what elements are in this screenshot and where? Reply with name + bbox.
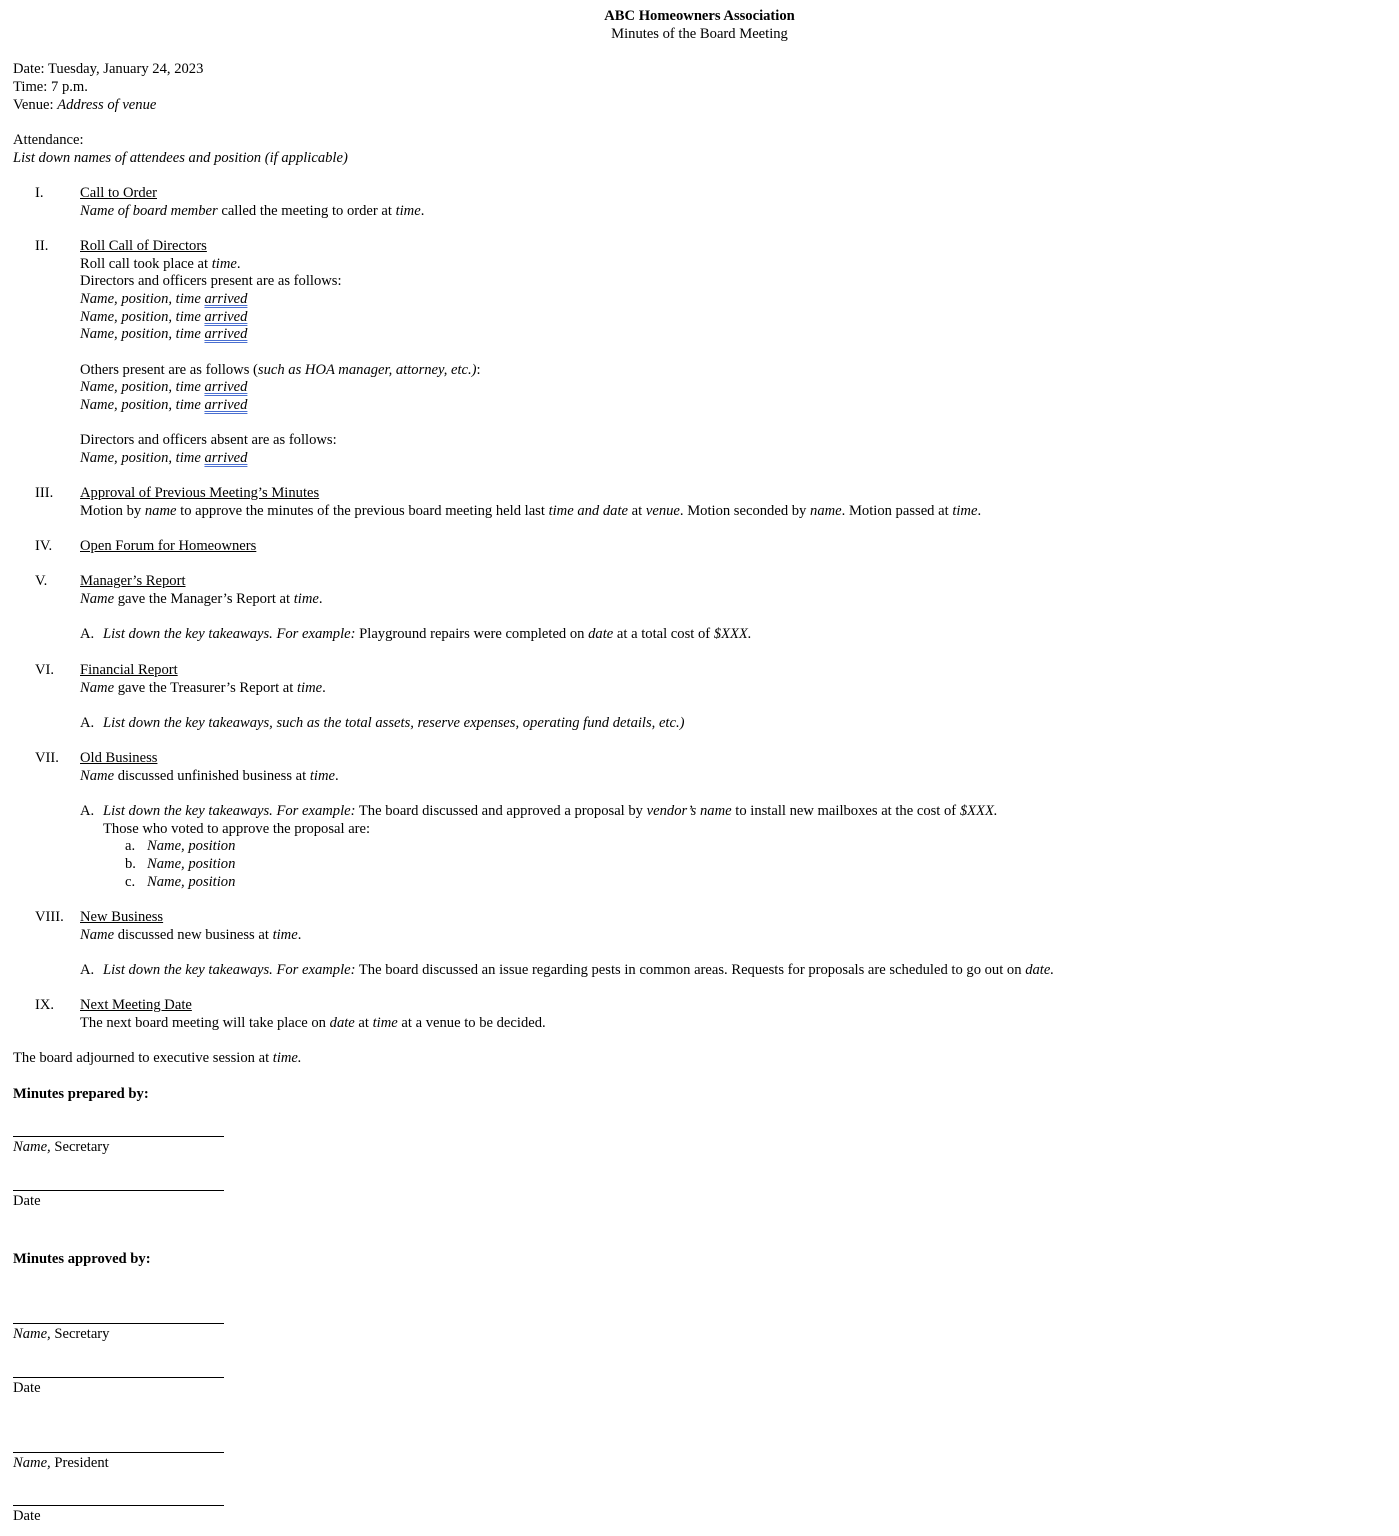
list-item-letter: A. (80, 626, 95, 642)
date-caption: Date (13, 1380, 41, 1396)
section-number: I. (35, 185, 44, 201)
financial-takeaway: List down the key takeaways, such as the total assets, reserve expenses, operating fund details, etc.) (103, 715, 685, 731)
voter-line: Name, position (147, 856, 236, 872)
attendee-line: Name, position, time arrived (80, 450, 248, 466)
new-business-takeaway: List down the key takeaways. For example: The board discussed an issue regarding pests in common areas. Requests for proposals are scheduled to go out on date. (103, 962, 1054, 978)
adjourn-text: The board adjourned to executive session at time. (13, 1050, 302, 1066)
minutes-prepared-label: Minutes prepared by: (13, 1086, 149, 1102)
others-present-label: Others present are as follows (such as HOA manager, attorney, etc.): (80, 362, 481, 378)
signature-caption-secretary: Name, Secretary (13, 1139, 110, 1155)
section-title-call-to-order: Call to Order (80, 185, 158, 201)
attendee-line: Name, position, time arrived (80, 291, 248, 307)
signature-caption-secretary: Name, Secretary (13, 1326, 110, 1342)
section-number: IX. (35, 997, 55, 1013)
signature-caption-president: Name, President (13, 1455, 109, 1471)
section-number: II. (35, 238, 49, 254)
section-number: VIII. (35, 909, 64, 925)
attendee-line: Name, position, time arrived (80, 326, 248, 342)
section-title-next-meeting: Next Meeting Date (80, 997, 192, 1013)
section-number: IV. (35, 538, 53, 554)
section-number: VII. (35, 750, 59, 766)
org-title: ABC Homeowners Association (604, 8, 795, 24)
sub-item-letter: c. (125, 874, 136, 890)
financial-report-text: Name gave the Treasurer’s Report at time. (80, 680, 326, 696)
section-number: III. (35, 485, 54, 501)
signature-line (13, 1377, 224, 1378)
directors-absent-label: Directors and officers absent are as follows: (80, 432, 337, 448)
voter-line: Name, position (147, 838, 236, 854)
sub-item-letter: b. (125, 856, 136, 872)
old-business-takeaway: List down the key takeaways. For example: The board discussed and approved a proposal by vendor’s name to install new mailboxes at the cost of $XXX. (103, 803, 998, 819)
section-title-open-forum: Open Forum for Homeowners (80, 538, 257, 554)
list-item-letter: A. (80, 715, 95, 731)
section-title-managers-report: Manager’s Report (80, 573, 186, 589)
section-title-new-business: New Business (80, 909, 164, 925)
attendee-line: Name, position, time arrived (80, 379, 248, 395)
meeting-venue: Venue: Address of venue (13, 97, 157, 113)
meeting-date: Date: Tuesday, January 24, 2023 (13, 61, 204, 77)
signature-line (13, 1323, 224, 1324)
document-subtitle: Minutes of the Board Meeting (611, 26, 788, 42)
minutes-approved-label: Minutes approved by: (13, 1251, 151, 1267)
voters-label: Those who voted to approve the proposal are: (103, 821, 371, 837)
signature-line (13, 1136, 224, 1137)
signature-line (13, 1505, 224, 1506)
section-title-approval-minutes: Approval of Previous Meeting’s Minutes (80, 485, 320, 501)
meeting-time: Time: 7 p.m. (13, 79, 88, 95)
section-number: V. (35, 573, 48, 589)
sub-item-letter: a. (125, 838, 136, 854)
approval-text: Motion by name to approve the minutes of the previous board meeting held last time and date at venue. Motion seconded by name. Motion passed at time. (80, 503, 982, 519)
date-caption: Date (13, 1508, 41, 1524)
directors-present-label: Directors and officers present are as follows: (80, 273, 342, 289)
signature-line (13, 1452, 224, 1453)
section-title-roll-call: Roll Call of Directors (80, 238, 207, 254)
managers-takeaway: List down the key takeaways. For example: Playground repairs were completed on date at a total cost of $XXX. (103, 626, 752, 642)
section-title-financial-report: Financial Report (80, 662, 178, 678)
list-item-letter: A. (80, 962, 95, 978)
attendee-line: Name, position, time arrived (80, 309, 248, 325)
date-caption: Date (13, 1193, 41, 1209)
list-item-letter: A. (80, 803, 95, 819)
section-number: VI. (35, 662, 55, 678)
next-meeting-text: The next board meeting will take place on date at time at a venue to be decided. (80, 1015, 546, 1031)
section-title-old-business: Old Business (80, 750, 158, 766)
signature-line (13, 1190, 224, 1191)
attendee-line: Name, position, time arrived (80, 397, 248, 413)
voter-line: Name, position (147, 874, 236, 890)
managers-report-text: Name gave the Manager’s Report at time. (80, 591, 323, 607)
attendance-hint: List down names of attendees and position (if applicable) (13, 150, 348, 166)
call-to-order-text: Name of board member called the meeting to order at time. (80, 203, 425, 219)
attendance-label: Attendance: (13, 132, 84, 148)
new-business-text: Name discussed new business at time. (80, 927, 302, 943)
old-business-text: Name discussed unfinished business at time. (80, 768, 339, 784)
roll-call-text: Roll call took place at time. (80, 256, 241, 272)
